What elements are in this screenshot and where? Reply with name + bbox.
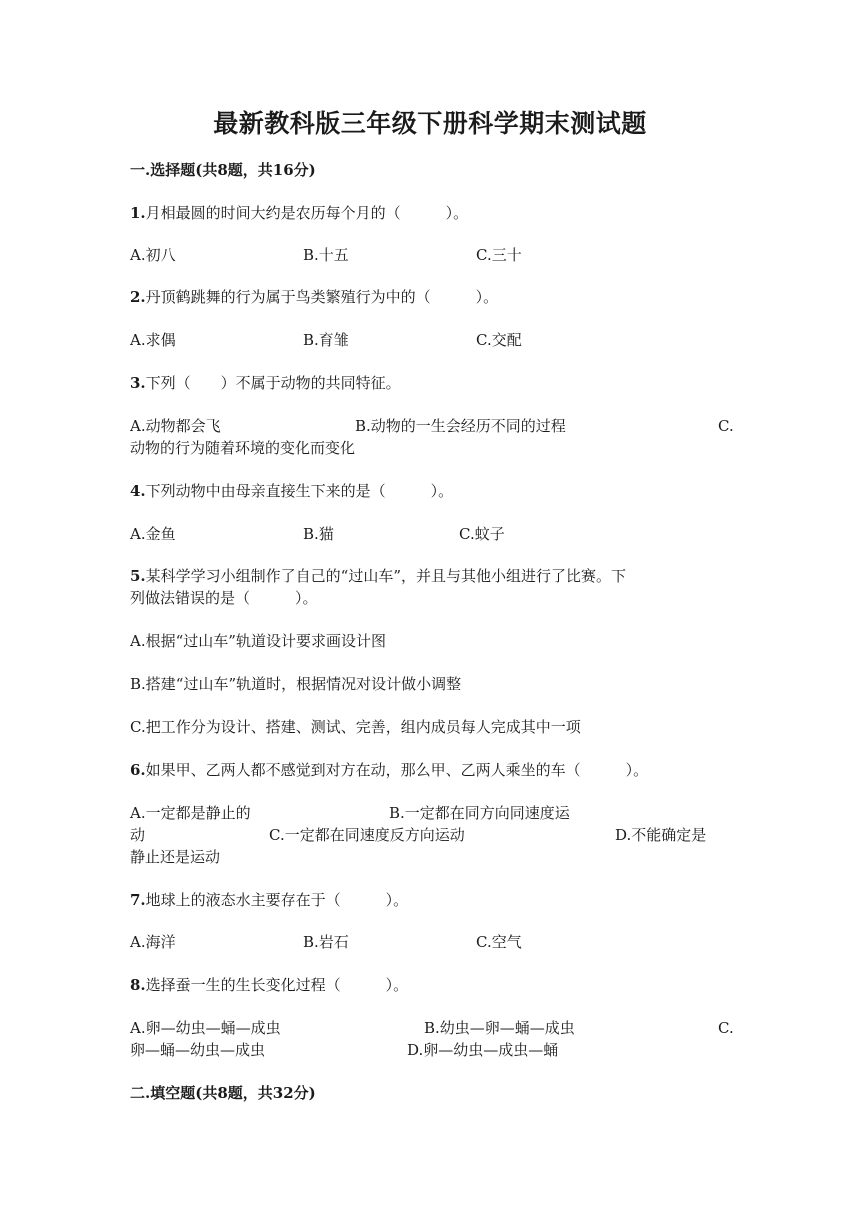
question-1: [130, 203, 468, 223]
question-text: 月相最圆的时间大约是农历每个月的（ ）。: [145, 204, 469, 222]
question-number: 6.: [130, 761, 146, 779]
option-d: D.卵—幼虫—成虫—蛹: [407, 1041, 559, 1059]
option-c: C.: [718, 1019, 734, 1037]
option-a: A.根据“过山车”轨道设计要求画设计图: [130, 632, 386, 650]
option-a: A.金鱼: [130, 525, 176, 543]
question-5-continued: 列做法错误的是（ ）。: [130, 589, 318, 607]
option-a: A.一定都是静止的: [130, 804, 251, 822]
option-c: C.三十: [476, 246, 522, 264]
question-number: 3.: [130, 374, 146, 392]
section-heading-choice: 一.选择题(共8题，共16分): [130, 161, 316, 179]
option-a: A.初八: [130, 246, 176, 264]
question-number: 1.: [130, 204, 146, 222]
question-text: 下列动物中由母亲直接生下来的是（ ）。: [145, 482, 454, 500]
question-text: 地球上的液态水主要存在于（ ）。: [145, 891, 409, 909]
option-d-continued: 静止还是运动: [130, 848, 221, 866]
option-a: A.海洋: [130, 933, 176, 951]
question-4: [130, 481, 453, 501]
question-number: 2.: [130, 288, 146, 306]
option-b: B.猫: [303, 525, 334, 543]
question-6: [130, 760, 648, 780]
option-c: C.: [718, 417, 734, 435]
question-number: 7.: [130, 891, 146, 909]
page-title: 最新教科版三年级下册科学期末测试题: [213, 109, 647, 138]
question-8: [130, 975, 408, 995]
question-text: 如果甲、乙两人都不感觉到对方在动，那么甲、乙两人乘坐的车（ ）。: [145, 761, 649, 779]
option-c-text: 动物的行为随着环境的变化而变化: [130, 439, 356, 457]
option-c: C.空气: [476, 933, 522, 951]
question-7: [130, 890, 408, 910]
option-c-text: 卵—蛹—幼虫—成虫: [130, 1041, 266, 1059]
option-b: B.搭建“过山车”轨道时，根据情况对设计做小调整: [130, 675, 462, 693]
option-c: C.交配: [476, 331, 522, 349]
option-b: B.十五: [303, 246, 349, 264]
option-b: B.岩石: [303, 933, 349, 951]
option-b: B.动物的一生会经历不同的过程: [355, 417, 566, 435]
option-b: B.一定都在同方向同速度运: [389, 804, 570, 822]
option-a: A.卵—幼虫—蛹—成虫: [130, 1019, 281, 1037]
question-number: 4.: [130, 482, 146, 500]
question-text: 下列（ ）不属于动物的共同特征。: [145, 374, 401, 392]
question-number: 8.: [130, 976, 146, 994]
option-d: D.不能确定是: [615, 826, 707, 844]
question-text: 某科学学习小组制作了自己的“过山车”，并且与其他小组进行了比赛。下: [145, 567, 627, 585]
option-b: B.幼虫—卵—蛹—成虫: [424, 1019, 575, 1037]
option-c: C.把工作分为设计、搭建、测试、完善，组内成员每人完成其中一项: [130, 718, 581, 736]
option-b: B.育雏: [303, 331, 349, 349]
question-number: 5.: [130, 567, 146, 585]
section-heading-fill-blank: 二.填空题(共8题，共32分): [130, 1084, 316, 1102]
option-a: A.求偶: [130, 331, 176, 349]
question-text: 选择蚕一生的生长变化过程（ ）。: [145, 976, 409, 994]
option-a: A.动物都会飞: [130, 417, 221, 435]
question-3: [130, 373, 401, 393]
question-5: [130, 566, 626, 586]
option-b-continued: 动: [130, 826, 146, 844]
option-c: C.一定都在同速度反方向运动: [269, 826, 465, 844]
option-c: C.蚊子: [459, 525, 505, 543]
question-2: [130, 287, 498, 307]
question-text: 丹顶鹤跳舞的行为属于鸟类繁殖行为中的（ ）。: [145, 288, 499, 306]
